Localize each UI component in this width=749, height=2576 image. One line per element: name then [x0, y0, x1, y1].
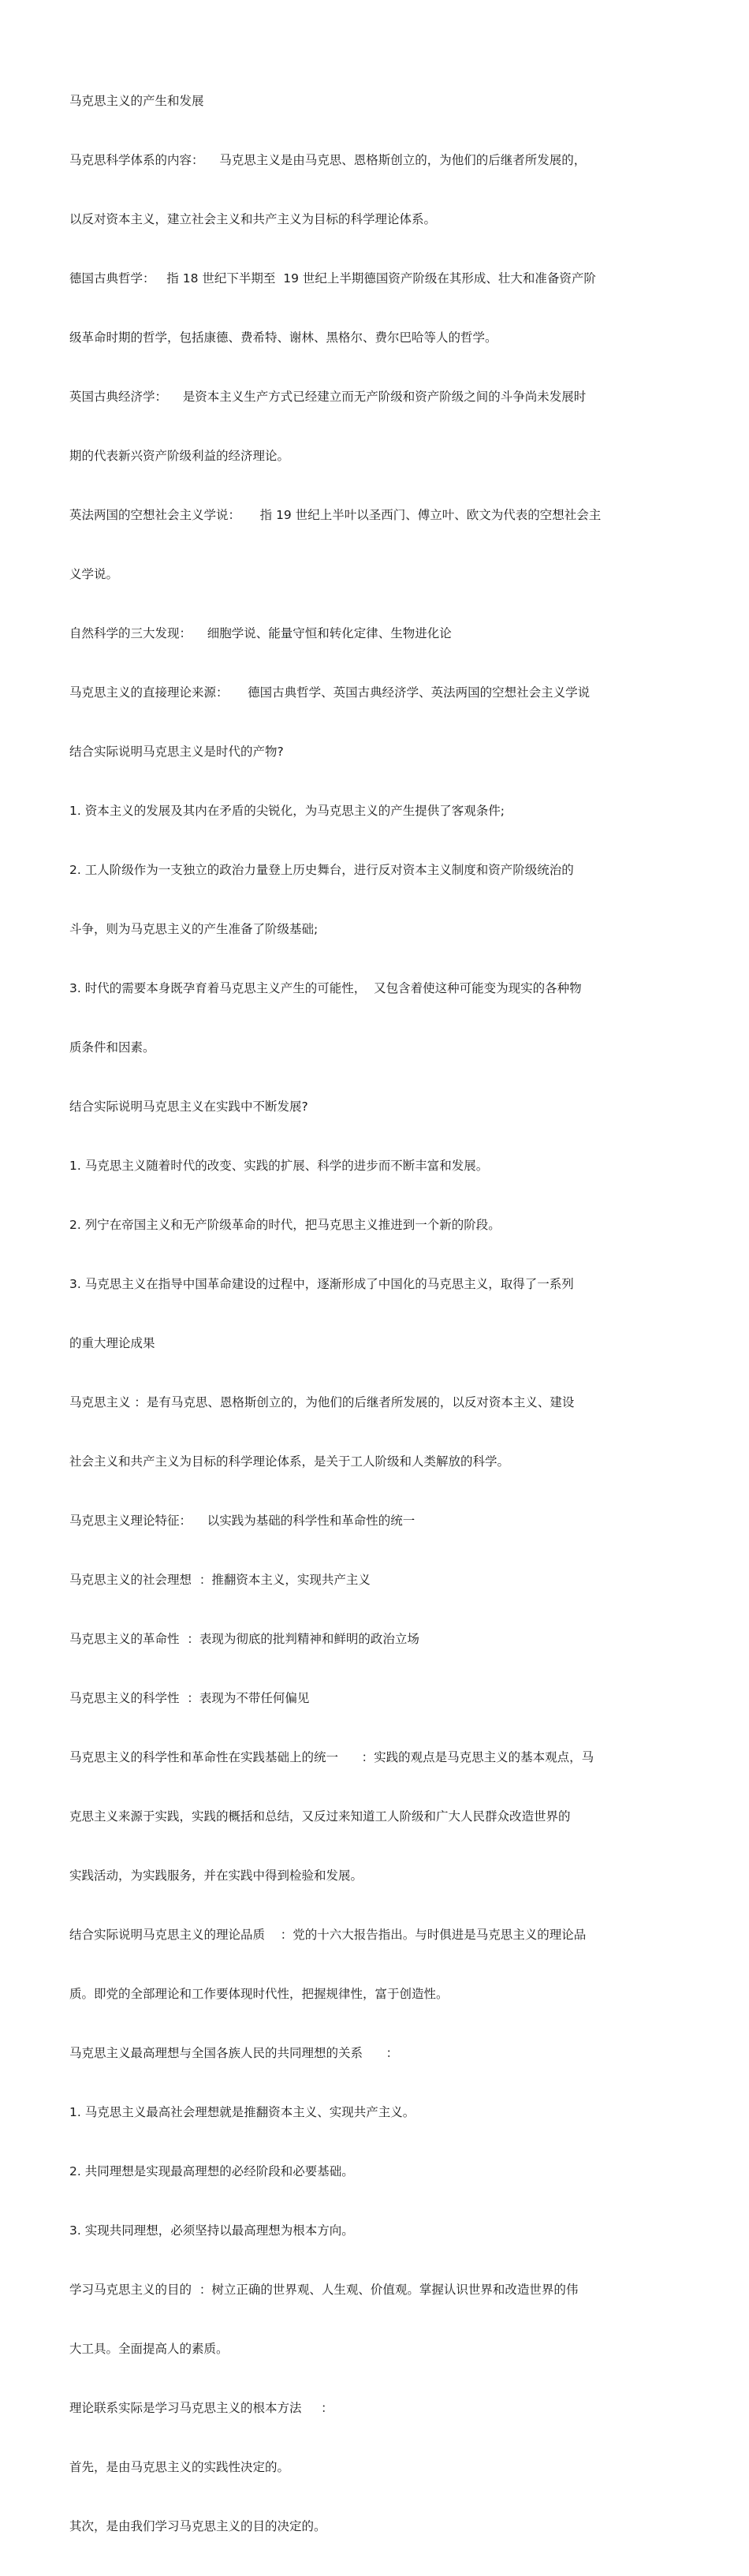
text-line: 其次，是由我们学习马克思主义的目的决定的。 — [69, 2519, 326, 2533]
text-line: 1. 马克思主义随着时代的改变、实践的扩展、科学的进步而不断丰富和发展。 — [69, 1159, 489, 1173]
text-line: 3. 时代的需要本身既孕育着马克思主义产生的可能性， 又包含着使这种可能变为现实的各种物 — [69, 981, 582, 995]
text-line: 的重大理论成果 — [69, 1336, 155, 1350]
text-line: 理论联系实际是学习马克思主义的根本方法 ： — [69, 2401, 334, 2415]
text-line: 斗争，则为马克思主义的产生准备了阶级基础; — [69, 922, 319, 936]
text-line: 马克思主义的社会理想 ：推翻资本主义，实现共产主义 — [69, 1573, 371, 1587]
text-line: 马克思科学体系的内容： 马克思主义是由马克思、恩格斯创立的，为他们的后继者所发展的， — [69, 153, 587, 167]
text-line: 大工具。全面提高人的素质。 — [69, 2342, 229, 2356]
text-line: 学习马克思主义的目的 ：树立正确的世界观、人生观、价值观。掌握认识世界和改造世界的伟 — [69, 2283, 579, 2297]
text-line: 1. 马克思主义最高社会理想就是推翻资本主义、实现共产主义。 — [69, 2105, 415, 2119]
text-line: 结合实际说明马克思主义的理论品质 ：党的十六大报告指出。与时俱进是马克思主义的理论品 — [69, 1928, 587, 1942]
text-line: 义学说。 — [69, 567, 119, 581]
text-line: 马克思主义的产生和发展 — [69, 94, 204, 108]
document-body — [69, 52, 661, 2576]
text-line: 期的代表新兴资产阶级利益的经济理论。 — [69, 449, 290, 463]
text-line: 马克思主义的革命性 ：表现为彻底的批判精神和鲜明的政治立场 — [69, 1632, 419, 1646]
text-line: 2. 共同理想是实现最高理想的必经阶段和必要基础。 — [69, 2164, 354, 2178]
text-line: 克思主义来源于实践，实践的概括和总结，又反过来知道工人阶级和广大人民群众改造世界的 — [69, 1809, 571, 1824]
text-line: 2. 工人阶级作为一支独立的政治力量登上历史舞台，进行反对资本主义制度和资产阶级统治的 — [69, 863, 574, 877]
text-line: 首先，是由马克思主义的实践性决定的。 — [69, 2460, 290, 2474]
text-line: 以反对资本主义，建立社会主义和共产主义为目标的科学理论体系。 — [69, 212, 437, 226]
text-line: 质条件和因素。 — [69, 1040, 155, 1055]
text-line: 马克思主义的直接理论来源： 德国古典哲学、英国古典经济学、英法两国的空想社会主义学说 — [69, 685, 591, 700]
text-line: 英法两国的空想社会主义学说： 指 19 世纪上半叶以圣西门、傅立叶、欧文为代表的空想社会主 — [69, 508, 602, 522]
text-line: 社会主义和共产主义为目标的科学理论体系，是关于工人阶级和人类解放的科学。 — [69, 1454, 510, 1469]
text-line: 马克思主义理论特征： 以实践为基础的科学性和革命性的统一 — [69, 1514, 415, 1528]
text-line: 德国古典哲学： 指 18 世纪下半期至 19 世纪上半期德国资产阶级在其形成、壮大和准备资产阶 — [69, 271, 596, 286]
text-line: 2. 列宁在帝国主义和无产阶级革命的时代，把马克思主义推进到一个新的阶段。 — [69, 1218, 501, 1232]
text-line: 英国古典经济学： 是资本主义生产方式已经建立而无产阶级和资产阶级之间的斗争尚未发展时 — [69, 390, 587, 404]
text-line: 马克思主义最高理想与全国各族人民的共同理想的关系 ： — [69, 2046, 399, 2060]
text-line: 自然科学的三大发现： 细胞学说、能量守恒和转化定律、生物进化论 — [69, 626, 452, 640]
text-line: 结合实际说明马克思主义在实践中不断发展? — [69, 1099, 308, 1114]
text-line: 马克思主义的科学性和革命性在实践基础上的统一 ：实践的观点是马克思主义的基本观点，马 — [69, 1750, 594, 1764]
text-line: 级革命时期的哲学，包括康德、费希特、谢林、黑格尔、费尔巴哈等人的哲学。 — [69, 330, 497, 345]
text-line: 3. 马克思主义在指导中国革命建设的过程中，逐渐形成了中国化的马克思主义，取得了一系列 — [69, 1277, 574, 1291]
text-line: 结合实际说明马克思主义是时代的产物? — [69, 745, 284, 759]
text-line: 质。即党的全部理论和工作要体现时代性，把握规律性，富于创造性。 — [69, 1987, 449, 2001]
text-line: 马克思主义 ：是有马克思、恩格斯创立的，为他们的后继者所发展的，以反对资本主义、建设 — [69, 1395, 575, 1409]
text-line: 马克思主义的科学性 ：表现为不带任何偏见 — [69, 1691, 310, 1705]
text-line: 实践活动，为实践服务，并在实践中得到检验和发展。 — [69, 1869, 363, 1883]
text-line: 1. 资本主义的发展及其内在矛盾的尖锐化，为马克思主义的产生提供了客观条件; — [69, 804, 505, 818]
text-line: 3. 实现共同理想，必须坚持以最高理想为根本方向。 — [69, 2223, 354, 2238]
